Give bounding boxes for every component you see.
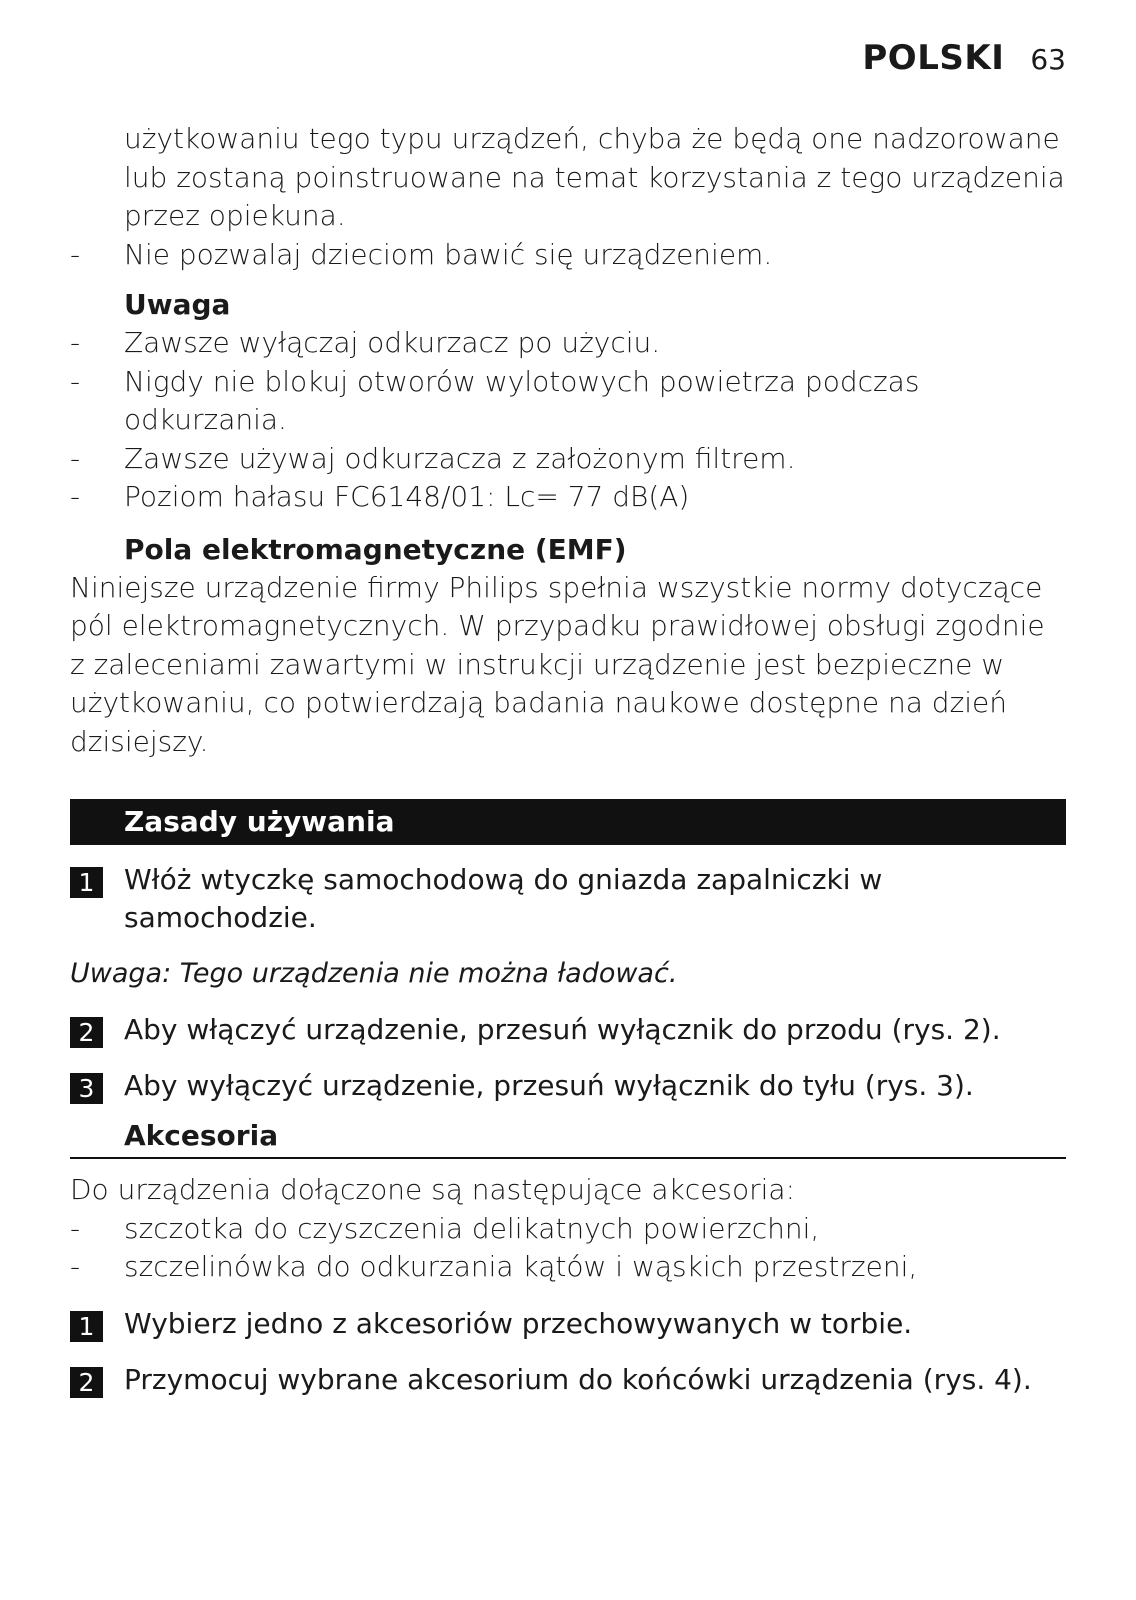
caution-item: - Zawsze używaj odkurzacza z założonym filtrem.: [70, 440, 1066, 479]
step-number-badge: 2: [70, 1017, 103, 1048]
step-text: Wybierz jedno z akcesoriów przechowywanych w torbie.: [124, 1306, 913, 1340]
step-number-badge: 1: [70, 867, 103, 898]
emf-heading: Pola elektromagnetyczne (EMF): [124, 532, 627, 566]
accessory-item: - szczelinówka do odkurzania kątów i wąskich przestrzeni,: [70, 1248, 1066, 1287]
accessories-heading: Akcesoria: [70, 1117, 1066, 1159]
caution-item: - Zawsze wyłączaj odkurzacz po użyciu.: [70, 324, 1066, 363]
step-text: Aby wyłączyć urządzenie, przesuń wyłącznik do tyłu (rys. 3).: [124, 1069, 974, 1102]
intro-bullet: - Nie pozwalaj dzieciom bawić się urządzeniem.: [70, 236, 1066, 275]
accessories-step-1: [70, 1305, 1066, 1343]
page-header: [862, 38, 1066, 78]
step-text: Włóż wtyczkę samochodową do gniazda zapalniczki w samochodzie.: [124, 863, 883, 934]
accessory-item: - szczotka do czyszczenia delikatnych powierzchni,: [70, 1210, 1066, 1249]
step-number-badge: 2: [70, 1367, 103, 1398]
emf-paragraph: Niniejsze urządzenie firmy Philips spełnia wszystkie normy dotyczące pól elektromagnetycznych. W przypadku prawidłowej obsługi zgodnie z zaleceniami zawartymi w instrukcji urządzenie jest bezpieczne w użytkowaniu, co potwierdzają badania naukowe dostępne na dzień dzisiejszy.: [70, 570, 1045, 758]
step-text: Aby włączyć urządzenie, przesuń wyłącznik do przodu (rys. 2).: [124, 1013, 1001, 1046]
caution-item: - Poziom hałasu FC6148/01: Lc= 77 dB(A): [70, 478, 1066, 517]
page-number: 63: [1030, 43, 1066, 76]
page-content: [70, 120, 1066, 1399]
caution-item: - Nigdy nie blokuj otworów wylotowych powietrza podczas odkurzania.: [70, 363, 1066, 440]
accessories-intro: Do urządzenia dołączone są następujące akcesoria:: [70, 1173, 796, 1206]
usage-step-3: [70, 1067, 1066, 1105]
usage-step-2: [70, 1011, 1066, 1049]
usage-note: Uwaga: Tego urządzenia nie można ładować.: [70, 958, 678, 989]
caution-heading: Uwaga: [124, 288, 231, 321]
step-number-badge: 3: [70, 1073, 103, 1104]
language-label: POLSKI: [862, 38, 1005, 78]
accessories-step-2: [70, 1361, 1066, 1399]
section-title-usage: Zasady używania: [70, 799, 1066, 845]
step-number-badge: 1: [70, 1311, 103, 1342]
intro-continuation: użytkowaniu tego typu urządzeń, chyba że będą one nadzorowane lub zostaną poinstruowane na temat korzystania z tego urządzenia przez opiekuna.: [124, 122, 1065, 232]
usage-step-1: [70, 861, 1066, 937]
step-text: Przymocuj wybrane akcesorium do końcówki urządzenia (rys. 4).: [124, 1362, 1032, 1396]
